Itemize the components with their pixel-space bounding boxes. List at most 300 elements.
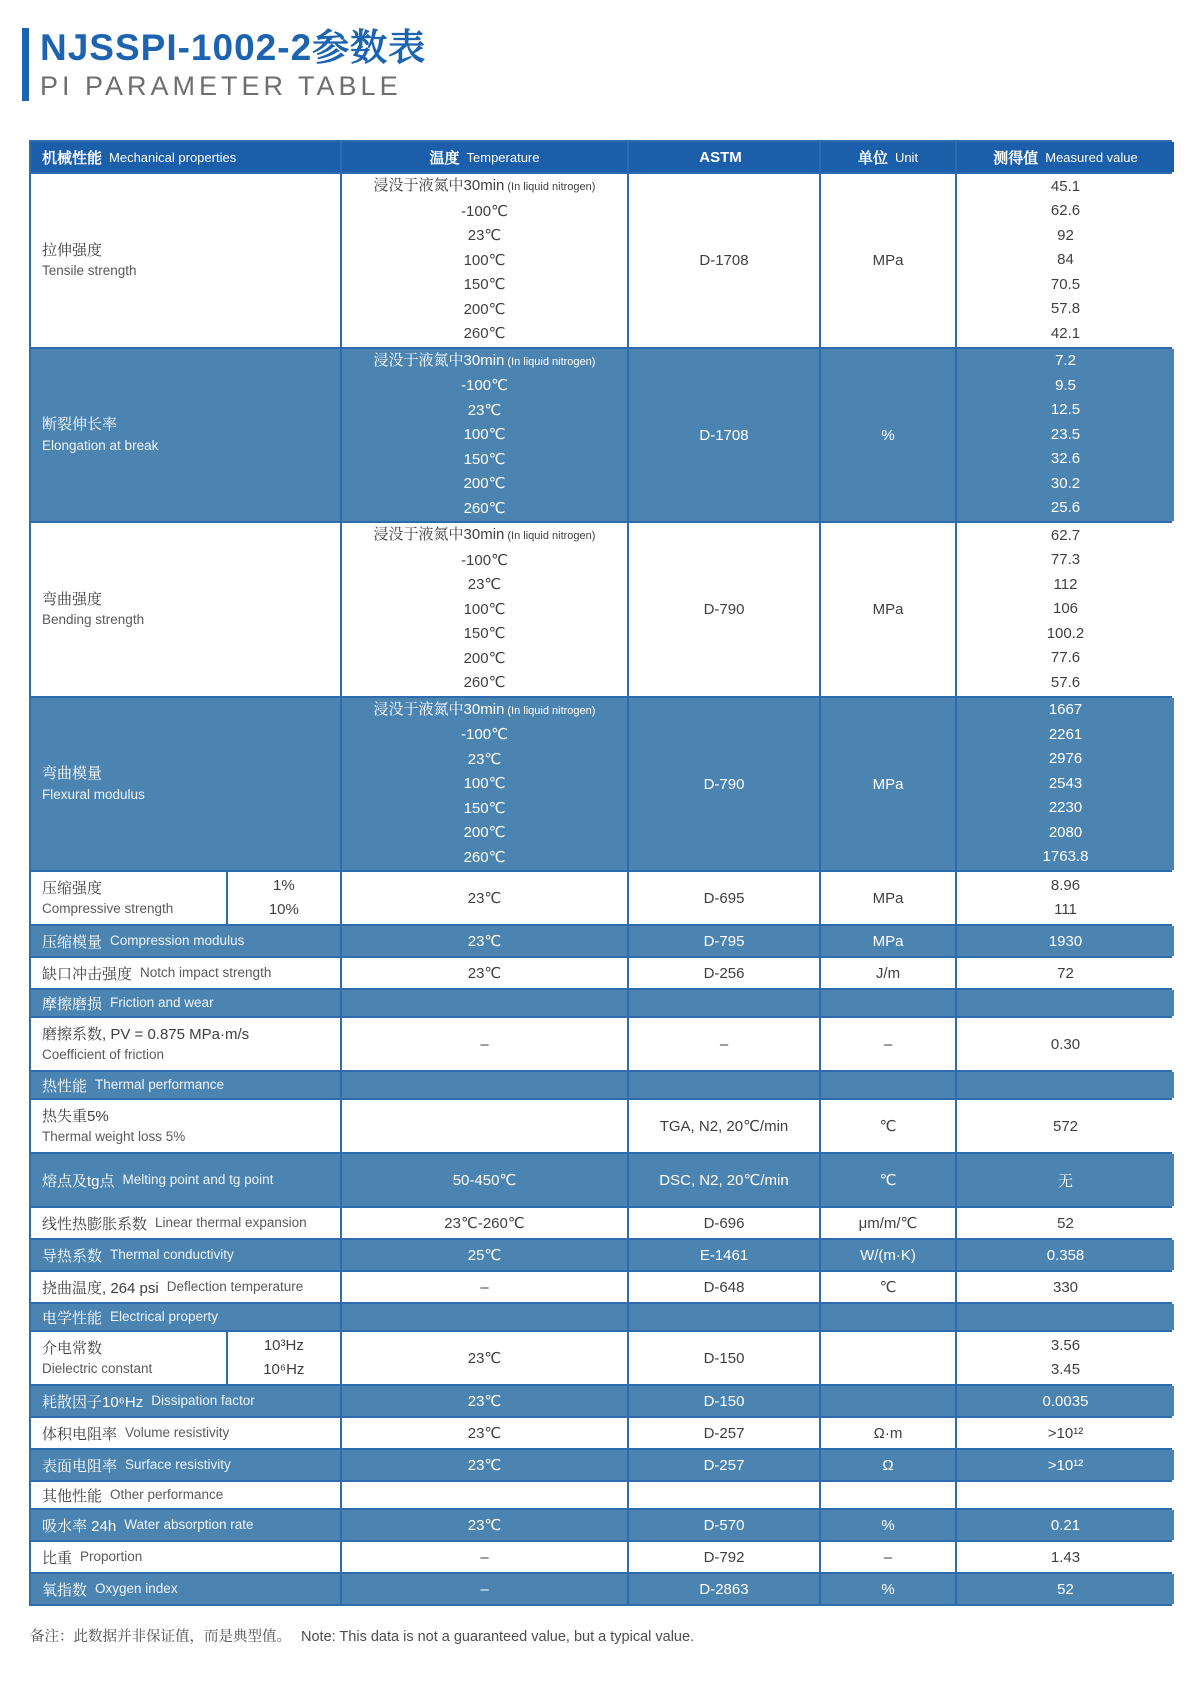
value-line: 23.5	[1050, 425, 1081, 443]
measured-value-cell: 1.43	[957, 1542, 1174, 1572]
property-cell	[31, 1510, 340, 1540]
property-label-en: Coefficient of friction	[42, 1047, 165, 1063]
property-label-en: Dissipation factor	[151, 1392, 255, 1408]
section-label-zh: 摩擦磨损	[42, 995, 103, 1013]
temperature-line	[342, 523, 627, 549]
temperature-text: 260℃	[463, 325, 506, 343]
value-line: 57.6	[1050, 673, 1081, 691]
empty-cell	[821, 1072, 955, 1098]
measured-value-cell	[957, 698, 1174, 871]
page-title: NJSSPI-1002-2参数表	[40, 27, 427, 68]
property-cell	[31, 926, 340, 956]
footer-note	[30, 1625, 1200, 1646]
property-label-zh: 比重	[42, 1549, 73, 1567]
section-label-en: Thermal performance	[95, 1076, 225, 1092]
property-label-zh: 表面电阻率	[42, 1457, 118, 1475]
value-line: 7.2	[1055, 352, 1076, 370]
property-label	[31, 1332, 226, 1384]
astm-cell: D-257	[629, 1450, 819, 1480]
temperature-cell: 23℃-260℃	[342, 1208, 627, 1238]
property-label-en: Oxygen index	[95, 1580, 178, 1596]
property-cell	[31, 523, 340, 696]
property-label-zh: 弯曲强度	[42, 590, 103, 608]
empty-cell	[629, 1482, 819, 1508]
property-label-zh: 线性热膨胀系数	[42, 1215, 148, 1233]
empty-cell	[629, 1304, 819, 1330]
value-line: 84	[1057, 251, 1074, 269]
unit-cell: %	[821, 1574, 955, 1604]
table-row-other-performance	[31, 1482, 1170, 1508]
property-cell	[31, 1154, 340, 1206]
table-row-electrical-property	[31, 1304, 1170, 1330]
measured-value-cell	[957, 523, 1174, 696]
temperature-line	[342, 748, 627, 773]
value-line: 2976	[1048, 750, 1083, 768]
unit-cell: μm/m/℃	[821, 1208, 955, 1238]
footer-note-en: Note: This data is not a guaranteed value, but a typical value.	[301, 1629, 695, 1646]
temperature-line	[342, 448, 627, 473]
table-row-thermal-conductivity	[31, 1240, 1170, 1270]
value-line: 2261	[1048, 725, 1083, 743]
astm-cell: D-696	[629, 1208, 819, 1238]
temperature-text: -100℃	[461, 551, 508, 569]
measured-value-cell: 0.0035	[957, 1386, 1174, 1416]
astm-cell: E-1461	[629, 1240, 819, 1270]
property-label-en: Elongation at break	[42, 437, 159, 453]
temperature-note: (In liquid nitrogen)	[507, 704, 596, 717]
measured-value-cell: 72	[957, 958, 1174, 988]
temperature-cell	[342, 349, 627, 522]
unit-cell: %	[821, 349, 955, 522]
property-label-en: Linear thermal expansion	[155, 1214, 307, 1230]
table-row-melting-point	[31, 1154, 1170, 1206]
table-row-thermal-performance	[31, 1072, 1170, 1098]
measured-value-cell: 572	[957, 1100, 1174, 1152]
value-line: 3.56	[1050, 1337, 1081, 1355]
temperature-cell: –	[342, 1542, 627, 1572]
value-line: 77.6	[1050, 649, 1081, 667]
property-cell	[31, 1542, 340, 1572]
value-line: 100.2	[1046, 624, 1085, 642]
unit-cell: %	[821, 1510, 955, 1540]
table-row-dissipation-factor	[31, 1386, 1170, 1416]
property-label-en: Flexural modulus	[42, 786, 145, 802]
property-label-en: Deflection temperature	[166, 1278, 304, 1294]
unit-cell: Ω	[821, 1450, 955, 1480]
property-cell	[31, 1272, 340, 1302]
property-cell	[31, 1386, 340, 1416]
measured-value-cell: >10¹²	[957, 1418, 1174, 1448]
temperature-text: 260℃	[463, 848, 506, 866]
measured-value-cell	[957, 349, 1174, 522]
header-cell-temperature	[342, 142, 627, 172]
astm-cell: DSC, N2, 20℃/min	[629, 1154, 819, 1206]
header-temperature-en: Temperature	[466, 149, 540, 165]
unit-cell: –	[821, 1542, 955, 1572]
temperature-cell	[342, 174, 627, 347]
property-label-zh: 氧指数	[42, 1581, 88, 1599]
temperature-text: 150℃	[463, 625, 506, 643]
temperature-line	[342, 723, 627, 748]
temperature-text: 23℃	[467, 576, 502, 594]
astm-cell: D-256	[629, 958, 819, 988]
temperature-line	[342, 322, 627, 347]
property-label-en: Thermal conductivity	[110, 1246, 234, 1262]
value-line: 1667	[1048, 701, 1083, 719]
temperature-cell	[342, 1100, 627, 1152]
property-label-zh: 体积电阻率	[42, 1425, 118, 1443]
property-label-zh: 熔点及tg点	[42, 1172, 115, 1190]
header-cell-unit	[821, 142, 955, 172]
measured-value-cell: 1930	[957, 926, 1174, 956]
measured-value-cell: 330	[957, 1272, 1174, 1302]
astm-cell: D-570	[629, 1510, 819, 1540]
property-label-en: Bending strength	[42, 612, 145, 628]
value-line: 45.1	[1050, 177, 1081, 195]
measured-value-cell: 0.30	[957, 1018, 1174, 1070]
empty-cell	[821, 1482, 955, 1508]
temperature-cell: 23℃	[342, 872, 627, 924]
empty-cell	[342, 1304, 627, 1330]
measured-value-cell: 52	[957, 1574, 1174, 1604]
temperature-cell: –	[342, 1574, 627, 1604]
page-subtitle: PI PARAMETER TABLE	[40, 70, 402, 101]
unit-cell: MPa	[821, 523, 955, 696]
sub-condition-cell	[226, 1332, 340, 1384]
property-label-zh: 压缩强度	[42, 879, 103, 897]
empty-cell	[342, 1482, 627, 1508]
temperature-line	[342, 573, 627, 598]
unit-cell	[821, 1332, 955, 1384]
property-cell	[31, 1418, 340, 1448]
table-row-coefficient-of-friction	[31, 1018, 1170, 1070]
temperature-line	[342, 472, 627, 497]
unit-cell: J/m	[821, 958, 955, 988]
header-temperature-zh: 温度	[429, 149, 460, 167]
temperature-line	[342, 671, 627, 696]
section-label-cell	[31, 1482, 340, 1508]
table-row-compression-modulus	[31, 926, 1170, 956]
property-label-zh: 弯曲模量	[42, 765, 103, 783]
temperature-cell: –	[342, 1272, 627, 1302]
measured-value-cell	[957, 174, 1174, 347]
property-cell	[31, 174, 340, 347]
temperature-text: 150℃	[463, 450, 506, 468]
astm-cell: D-257	[629, 1418, 819, 1448]
temperature-text: 200℃	[463, 300, 506, 318]
unit-cell: –	[821, 1018, 955, 1070]
table-row-notch-impact-strength	[31, 958, 1170, 988]
unit-cell: ℃	[821, 1100, 955, 1152]
property-cell	[31, 1208, 340, 1238]
value-line: 2080	[1048, 823, 1083, 841]
temperature-cell: 23℃	[342, 926, 627, 956]
value-line: 106	[1052, 600, 1079, 618]
temperature-cell	[342, 698, 627, 871]
header-cell-measured-value	[957, 142, 1174, 172]
header-property-zh: 机械性能	[42, 149, 103, 167]
value-line: 3.45	[1050, 1361, 1081, 1379]
sub-condition-cell	[226, 872, 340, 924]
measured-value-cell: 0.21	[957, 1510, 1174, 1540]
header-cell-astm	[629, 142, 819, 172]
empty-cell	[821, 1304, 955, 1330]
property-label-zh: 吸水率 24h	[42, 1517, 117, 1535]
property-label-zh: 热失重5%	[42, 1107, 109, 1125]
property-label-en: Proportion	[80, 1548, 143, 1564]
temperature-line	[342, 821, 627, 846]
value-line: 9.5	[1055, 376, 1076, 394]
measured-value-cell: 52	[957, 1208, 1174, 1238]
header-measured-en: Measured value	[1045, 149, 1138, 165]
temperature-note: (In liquid nitrogen)	[507, 530, 596, 543]
temperature-text: 100℃	[463, 251, 506, 269]
sub-condition: 1%	[272, 877, 295, 895]
temperature-text: 浸没于液氮中30min	[373, 700, 505, 718]
table-row-tensile-strength	[31, 174, 1170, 347]
header-property-en: Mechanical properties	[109, 149, 237, 165]
measured-value-cell: >10¹²	[957, 1450, 1174, 1480]
table-row-thermal-weight-loss	[31, 1100, 1170, 1152]
temperature-line	[342, 273, 627, 298]
astm-cell: D-150	[629, 1332, 819, 1384]
temperature-note: (In liquid nitrogen)	[507, 355, 596, 368]
value-line: 32.6	[1050, 450, 1081, 468]
value-line: 8.96	[1050, 877, 1081, 895]
value-line: 70.5	[1050, 275, 1081, 293]
temperature-line	[342, 298, 627, 323]
value-line: 2543	[1048, 774, 1083, 792]
header-astm-label: ASTM	[699, 148, 742, 166]
table-row-elongation-at-break	[31, 349, 1170, 522]
property-label	[31, 872, 226, 924]
property-label-en: Dielectric constant	[42, 1361, 153, 1377]
sub-condition: 10³Hz	[263, 1337, 304, 1355]
empty-cell	[629, 990, 819, 1016]
temperature-note: (In liquid nitrogen)	[507, 181, 596, 194]
value-line: 30.2	[1050, 474, 1081, 492]
temperature-text: -100℃	[461, 202, 508, 220]
section-label-en: Other performance	[110, 1486, 224, 1502]
temperature-cell: –	[342, 1018, 627, 1070]
temperature-cell: 23℃	[342, 1450, 627, 1480]
value-line: 2230	[1048, 799, 1083, 817]
property-cell	[31, 1240, 340, 1270]
temperature-line	[342, 423, 627, 448]
temperature-text: 260℃	[463, 499, 506, 517]
value-line: 57.8	[1050, 300, 1081, 318]
property-cell	[31, 872, 340, 924]
section-label-cell	[31, 1072, 340, 1098]
astm-cell: D-1708	[629, 174, 819, 347]
property-label-zh: 耗散因子10⁶Hz	[42, 1393, 144, 1411]
property-label-zh: 介电常数	[42, 1339, 103, 1357]
table-row-oxygen-index	[31, 1574, 1170, 1604]
astm-cell: TGA, N2, 20℃/min	[629, 1100, 819, 1152]
temperature-text: 23℃	[467, 750, 502, 768]
temperature-text: 100℃	[463, 426, 506, 444]
unit-cell	[821, 1386, 955, 1416]
empty-cell	[342, 1072, 627, 1098]
temperature-cell: 23℃	[342, 1418, 627, 1448]
temperature-line	[342, 797, 627, 822]
temperature-cell: 23℃	[342, 1510, 627, 1540]
value-line: 112	[1053, 575, 1078, 593]
property-cell	[31, 1574, 340, 1604]
property-label-en: Surface resistivity	[125, 1456, 231, 1472]
temperature-cell: 23℃	[342, 1332, 627, 1384]
astm-cell: D-1708	[629, 349, 819, 522]
temperature-text: 150℃	[463, 276, 506, 294]
temperature-line	[342, 200, 627, 225]
table-row-flexural-modulus	[31, 698, 1170, 871]
temperature-line	[342, 399, 627, 424]
property-label-zh: 压缩模量	[42, 933, 103, 951]
temperature-line	[342, 772, 627, 797]
temperature-cell	[342, 523, 627, 696]
header-unit-en: Unit	[894, 149, 919, 165]
temperature-line	[342, 249, 627, 274]
temperature-line	[342, 846, 627, 871]
property-label-en: Compressive strength	[42, 901, 174, 917]
unit-cell: W/(m·K)	[821, 1240, 955, 1270]
property-label-zh: 拉伸强度	[42, 241, 103, 259]
table-row-friction-and-wear	[31, 990, 1170, 1016]
temperature-text: 23℃	[467, 401, 502, 419]
temperature-line	[342, 349, 627, 375]
table-header-row	[31, 142, 1170, 172]
temperature-cell: 50-450℃	[342, 1154, 627, 1206]
temperature-cell: 23℃	[342, 1386, 627, 1416]
temperature-text: 浸没于液氮中30min	[373, 177, 505, 195]
measured-value-cell	[957, 872, 1174, 924]
title-block	[22, 28, 1200, 101]
property-label-zh: 缺口冲击强度	[42, 965, 133, 983]
astm-cell: D-150	[629, 1386, 819, 1416]
property-label-zh: 挠曲温度, 264 psi	[42, 1279, 159, 1297]
empty-cell	[957, 1482, 1174, 1508]
empty-cell	[957, 1304, 1174, 1330]
measured-value-cell: 0.358	[957, 1240, 1174, 1270]
astm-cell: D-648	[629, 1272, 819, 1302]
value-line: 111	[1054, 901, 1077, 919]
unit-cell: MPa	[821, 872, 955, 924]
temperature-text: 200℃	[463, 475, 506, 493]
value-line: 62.7	[1050, 526, 1081, 544]
table-row-volume-resistivity	[31, 1418, 1170, 1448]
unit-cell: MPa	[821, 698, 955, 871]
property-cell	[31, 1018, 340, 1070]
astm-cell: D-2863	[629, 1574, 819, 1604]
table-row-linear-thermal-expansion	[31, 1208, 1170, 1238]
unit-cell: MPa	[821, 926, 955, 956]
temperature-text: 260℃	[463, 674, 506, 692]
temperature-text: 23℃	[467, 227, 502, 245]
property-label-zh: 断裂伸长率	[42, 416, 118, 434]
temperature-line	[342, 622, 627, 647]
property-label-zh: 磨擦系数, PV = 0.875 MPa·m/s	[42, 1025, 250, 1043]
astm-cell: D-795	[629, 926, 819, 956]
measured-value-cell	[957, 1332, 1174, 1384]
temperature-line	[342, 698, 627, 724]
empty-cell	[957, 1072, 1174, 1098]
measured-value-cell: 无	[957, 1154, 1174, 1206]
table-row-dielectric-constant	[31, 1332, 1170, 1384]
astm-cell: D-695	[629, 872, 819, 924]
property-cell	[31, 1332, 340, 1384]
section-label-zh: 热性能	[42, 1077, 88, 1095]
empty-cell	[957, 990, 1174, 1016]
table-row-surface-resistivity	[31, 1450, 1170, 1480]
footer-note-zh: 备注：此数据并非保证值，而是典型值。	[30, 1629, 291, 1646]
temperature-line	[342, 598, 627, 623]
title-accent-bar	[22, 28, 29, 101]
unit-cell: MPa	[821, 174, 955, 347]
property-label-en: Water absorption rate	[124, 1516, 254, 1532]
property-label-en: Tensile strength	[42, 263, 137, 279]
value-line: 77.3	[1050, 551, 1081, 569]
table-row-water-absorption-rate	[31, 1510, 1170, 1540]
section-label-zh: 电学性能	[42, 1309, 103, 1327]
section-label-zh: 其他性能	[42, 1487, 103, 1505]
temperature-text: 浸没于液氮中30min	[373, 351, 505, 369]
temperature-line	[342, 549, 627, 574]
value-line: 62.6	[1050, 202, 1081, 220]
unit-cell: ℃	[821, 1154, 955, 1206]
property-label-zh: 导热系数	[42, 1247, 103, 1265]
temperature-line	[342, 497, 627, 522]
value-line: 92	[1057, 226, 1074, 244]
sub-condition: 10%	[268, 901, 299, 919]
temperature-text: 浸没于液氮中30min	[373, 526, 505, 544]
temperature-line	[342, 647, 627, 672]
property-label-en: Melting point and tg point	[122, 1171, 274, 1187]
header-unit-zh: 单位	[857, 149, 888, 167]
value-line: 25.6	[1050, 499, 1081, 517]
astm-cell: D-790	[629, 698, 819, 871]
table-row-deflection-temperature	[31, 1272, 1170, 1302]
value-line: 1763.8	[1042, 848, 1089, 866]
temperature-line	[342, 174, 627, 200]
property-cell	[31, 1450, 340, 1480]
temperature-cell: 25℃	[342, 1240, 627, 1270]
property-cell	[31, 698, 340, 871]
temperature-text: 100℃	[463, 600, 506, 618]
temperature-text: 200℃	[463, 824, 506, 842]
property-cell	[31, 958, 340, 988]
table-row-bending-strength	[31, 523, 1170, 696]
table-row-compressive-strength	[31, 872, 1170, 924]
empty-cell	[629, 1072, 819, 1098]
temperature-text: 100℃	[463, 775, 506, 793]
table-row-proportion	[31, 1542, 1170, 1572]
property-label-en: Thermal weight loss 5%	[42, 1129, 186, 1145]
astm-cell: D-792	[629, 1542, 819, 1572]
section-label-en: Friction and wear	[110, 994, 214, 1010]
section-label-cell	[31, 990, 340, 1016]
temperature-text: 150℃	[463, 799, 506, 817]
section-label-en: Electrical property	[110, 1308, 219, 1324]
header-cell-property	[31, 142, 340, 172]
property-label-en: Volume resistivity	[125, 1424, 230, 1440]
value-line: 12.5	[1050, 401, 1081, 419]
section-label-cell	[31, 1304, 340, 1330]
astm-cell: D-790	[629, 523, 819, 696]
value-line: 42.1	[1050, 324, 1081, 342]
temperature-text: -100℃	[461, 726, 508, 744]
unit-cell: ℃	[821, 1272, 955, 1302]
property-label-en: Compression modulus	[110, 932, 245, 948]
